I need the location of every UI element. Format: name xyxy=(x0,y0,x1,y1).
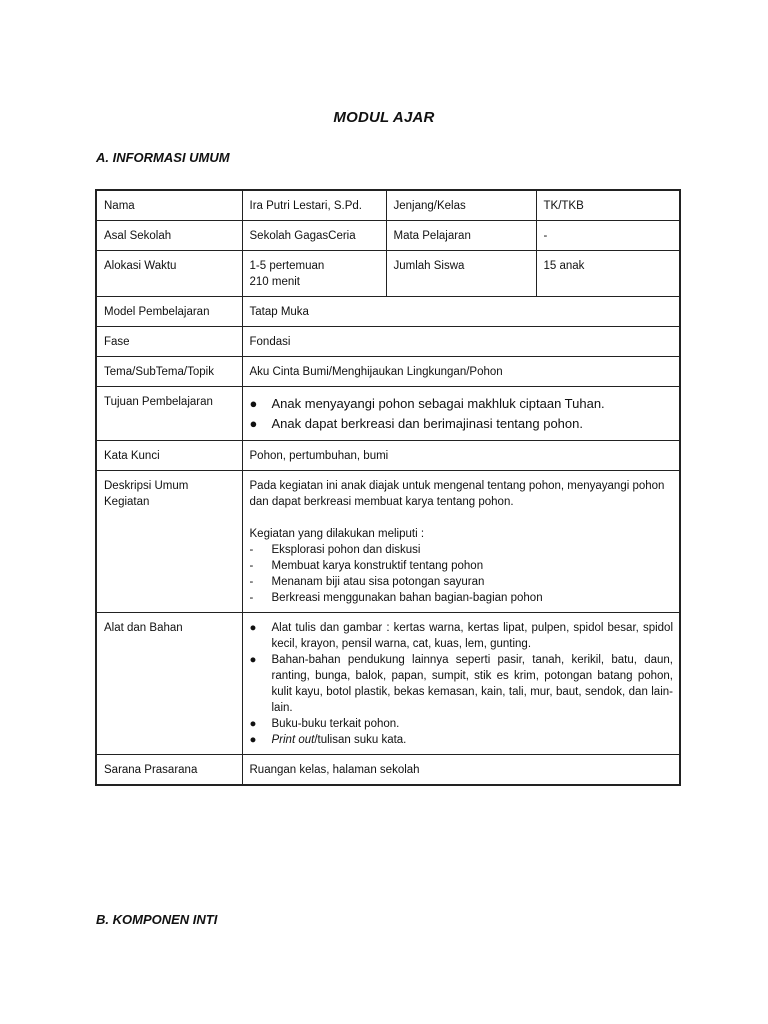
value-alat xyxy=(242,613,680,755)
dash-marker: - xyxy=(249,560,254,572)
value-nama: Ira Putri Lestari, S.Pd. xyxy=(242,190,386,221)
tujuan-item: Anak menyayangi pohon sebagai makhluk ciptaan Tuhan. xyxy=(271,396,605,411)
list-item xyxy=(250,590,674,606)
row-label-tujuan: Tujuan Pembelajaran xyxy=(96,387,242,441)
list-item xyxy=(250,574,674,590)
row-label-kata-kunci: Kata Kunci xyxy=(96,441,242,471)
value-jenjang: TK/TKB xyxy=(536,190,680,221)
dash-marker: - xyxy=(249,592,254,604)
table-row xyxy=(96,251,680,297)
value-tema: Aku Cinta Bumi/Menghijaukan Lingkungan/Pohon xyxy=(242,357,680,387)
bullet-icon: ● xyxy=(249,396,258,411)
row-label-alokasi: Alokasi Waktu xyxy=(96,251,242,297)
list-item xyxy=(250,394,674,414)
kegiatan-item: Membuat karya konstruktif tentang pohon xyxy=(271,560,484,572)
row-label-fase: Fase xyxy=(96,327,242,357)
row-label-tema: Tema/SubTema/Topik xyxy=(96,357,242,387)
alat-item: Buku-buku terkait pohon. xyxy=(271,718,400,730)
alat-item-last-rest: /tulisan suku kata. xyxy=(314,734,407,746)
alat-item-last xyxy=(272,732,674,748)
alokasi-line-1: 1-5 pertemuan xyxy=(249,260,325,272)
alokasi-line-2: 210 menit xyxy=(249,276,301,288)
bullet-icon: ● xyxy=(249,718,257,730)
tujuan-item: Anak dapat berkreasi dan berimajinasi tentang pohon. xyxy=(271,416,583,431)
row-label-alat: Alat dan Bahan xyxy=(96,613,242,755)
list-item xyxy=(250,558,674,574)
table-row xyxy=(96,471,680,613)
table-row xyxy=(96,221,680,251)
table-row xyxy=(96,327,680,357)
value-model: Tatap Muka xyxy=(242,297,680,327)
row-label-sekolah: Asal Sekolah xyxy=(96,221,242,251)
row-label-mapel: Mata Pelajaran xyxy=(386,221,536,251)
value-mapel: - xyxy=(536,221,680,251)
deskripsi-paragraph: Pada kegiatan ini anak diajak untuk mengenal tentang pohon, menyayangi pohon dan dapat berkreasi membuat karya tentang pohon. xyxy=(249,480,665,508)
bullet-icon: ● xyxy=(249,622,257,634)
value-tujuan xyxy=(242,387,680,441)
bullet-icon: ● xyxy=(249,416,258,431)
dash-marker: - xyxy=(249,576,254,588)
table-row xyxy=(96,441,680,471)
bullet-icon: ● xyxy=(249,734,257,746)
deskripsi-intro: Kegiatan yang dilakukan meliputi : xyxy=(249,528,425,540)
section-b-heading: B. KOMPONEN INTI xyxy=(96,912,218,927)
alat-item: Alat tulis dan gambar : kertas warna, kertas lipat, pulpen, spidol besar, spidol kecil, krayon, pensil warna, cat, kuas, lem, gunting. xyxy=(271,622,673,650)
value-sarana: Ruangan kelas, halaman sekolah xyxy=(242,755,680,786)
kegiatan-item: Menanam biji atau sisa potongan sayuran xyxy=(271,576,485,588)
value-deskripsi xyxy=(242,471,680,613)
value-alokasi xyxy=(242,251,386,297)
row-label-siswa: Jumlah Siswa xyxy=(386,251,536,297)
row-label-jenjang: Jenjang/Kelas xyxy=(386,190,536,221)
list-item xyxy=(250,652,674,716)
table-row xyxy=(96,297,680,327)
print-out-italic: Print out xyxy=(271,734,315,746)
general-info-table xyxy=(95,189,681,786)
value-sekolah: Sekolah GagasCeria xyxy=(242,221,386,251)
kegiatan-item: Berkreasi menggunakan bahan bagian-bagian pohon xyxy=(271,592,543,604)
document-title: MODUL AJAR xyxy=(333,109,435,126)
alat-item: Bahan-bahan pendukung lainnya seperti pasir, tanah, kerikil, batu, daun, ranting, bunga, balok, papan, sumpit, stik es krim, potongan batang pohon, kulit kayu, botol plastik, bekas kemasan, kain, tali, mur, baut, sendok, dan lain-lain. xyxy=(271,654,673,714)
table-row xyxy=(96,357,680,387)
value-kata-kunci: Pohon, pertumbuhan, bumi xyxy=(242,441,680,471)
value-siswa: 15 anak xyxy=(536,251,680,297)
table-row xyxy=(96,387,680,441)
section-a-heading: A. INFORMASI UMUM xyxy=(96,150,230,165)
kegiatan-item: Eksplorasi pohon dan diskusi xyxy=(271,544,421,556)
list-item xyxy=(250,620,674,652)
table-row xyxy=(96,190,680,221)
dash-marker: - xyxy=(249,544,254,556)
table-row xyxy=(96,755,680,786)
row-label-nama: Nama xyxy=(96,190,242,221)
table-row xyxy=(96,613,680,755)
list-item xyxy=(250,732,674,748)
bullet-icon: ● xyxy=(249,654,257,666)
row-label-model: Model Pembelajaran xyxy=(96,297,242,327)
list-item xyxy=(250,414,674,434)
list-item xyxy=(250,542,674,558)
row-label-deskripsi: Deskripsi Umum Kegiatan xyxy=(96,471,242,613)
value-fase: Fondasi xyxy=(242,327,680,357)
row-label-sarana: Sarana Prasarana xyxy=(96,755,242,786)
list-item xyxy=(250,716,674,732)
